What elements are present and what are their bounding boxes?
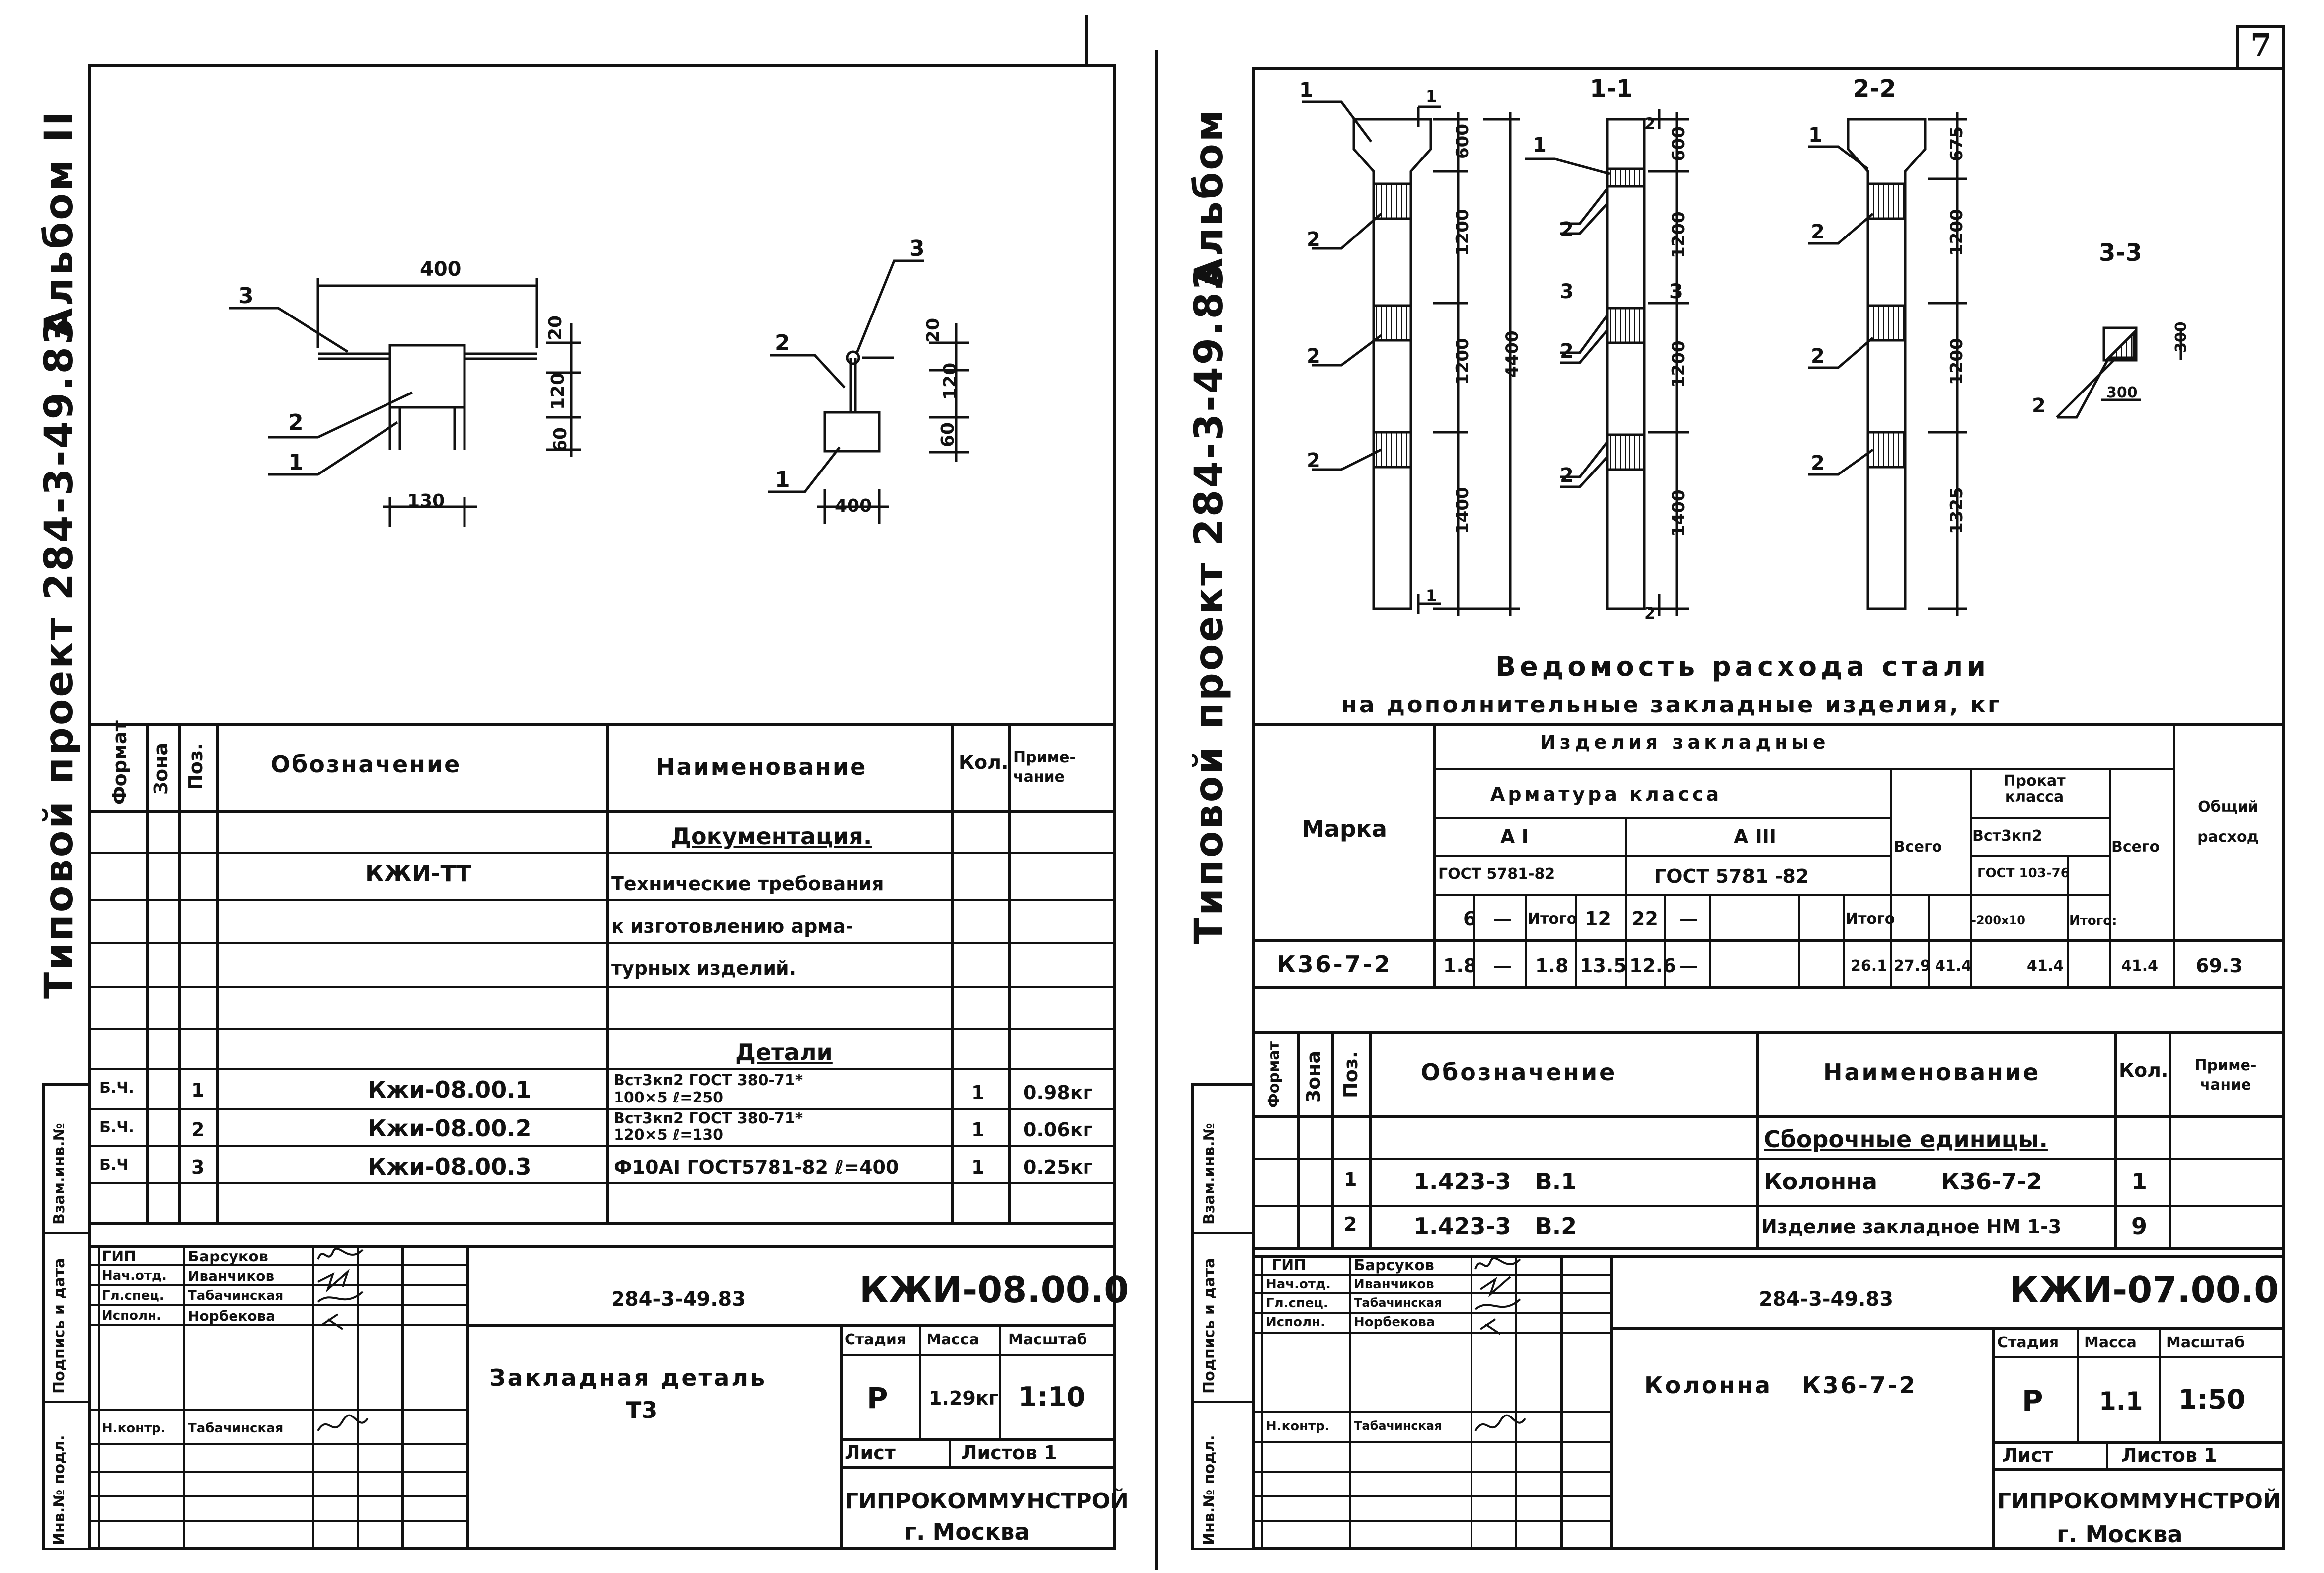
steel-row-mark: К36-7-2 [1277, 951, 1392, 978]
col3-dim-675: 675 [1947, 126, 1967, 161]
right-row-2-qty: 9 [2131, 1213, 2148, 1240]
left-detail-3-note: 0.25кг [1023, 1156, 1093, 1178]
left-detail-1-qty: 1 [971, 1082, 985, 1103]
left-detail-3-designation: Кжи-08.00.3 [368, 1153, 532, 1180]
steel-row-v4: 12.6 [1629, 955, 1676, 977]
left-detail-3-pos: 3 [191, 1156, 205, 1178]
right-name-2: Табачинская [1354, 1296, 1442, 1310]
callout-c10: 2 [1560, 464, 1574, 487]
left-name-3: Норбекова [188, 1308, 276, 1324]
steel-h-items: Изделия закладные [1540, 731, 1830, 753]
steel-title1: Ведомость расхода стали [1495, 651, 1990, 682]
callout-c1: 1 [1299, 79, 1313, 102]
callout-c13: 2 [1811, 345, 1825, 368]
callout-c8: 2 [1560, 340, 1574, 363]
callout-c11: 1 [1808, 124, 1822, 147]
left-h-name: Наименование [656, 753, 867, 780]
right-row-1-pos: 1 [1344, 1169, 1357, 1190]
left-stage-label: Стадия [845, 1331, 907, 1348]
col2-dim-1400: 1400 [1669, 489, 1689, 537]
right-mass: 1.1 [2099, 1387, 2143, 1416]
steel-row-v3: 13.5 [1580, 955, 1627, 977]
steel-sub-8: Итого: [2069, 913, 2117, 928]
right-row-2-name: Изделие закладное НМ 1-3 [1761, 1216, 2062, 1238]
left-detail-3-format: Б.Ч [99, 1156, 129, 1174]
section-3-3: 3-3 [2099, 239, 2142, 267]
right-side-label-replace: Взам.инв.№ [1201, 1123, 1218, 1225]
left-project-code: 284-3-49.83 [611, 1288, 746, 1311]
right-h-note: Приме-чание [2194, 1057, 2257, 1094]
right-row-2-pos: 2 [1344, 1213, 1357, 1235]
col1-dim-1200a: 1200 [1453, 209, 1472, 256]
steel-sub-2: Итого [1528, 910, 1577, 928]
left-detail-1-designation: Кжи-08.00.1 [368, 1076, 532, 1103]
steel-row-v5: — [1679, 955, 1698, 977]
s33-dim-300-v: 300 [2172, 321, 2190, 353]
left-doc-code: КЖИ-08.00.0 [859, 1269, 1129, 1311]
col1-dim-1400: 1400 [1453, 487, 1472, 534]
steel-h-vst: Вст3кп2 [1972, 827, 2042, 845]
left-city: г. Москва [904, 1518, 1030, 1545]
right-sheet-label: Лист [2002, 1444, 2053, 1466]
steel-row-v0: 1.8 [1443, 955, 1477, 977]
left-detail-2-note: 0.06кг [1023, 1119, 1093, 1141]
right-role-1: Нач.отд. [1266, 1277, 1331, 1292]
left-h-pos: Поз. [185, 743, 207, 790]
dim-60-side: 60 [938, 422, 958, 447]
left-detail-2-name2: 120×5 ℓ=130 [614, 1126, 723, 1144]
left-detail-2-format: Б.Ч. [99, 1119, 134, 1136]
steel-h-total: Всего [1894, 838, 1942, 856]
left-h-qty: Кол. [959, 751, 1008, 773]
right-h-name: Наименование [1823, 1059, 2041, 1086]
right-mass-label: Масса [2084, 1334, 2137, 1351]
left-detail-1-pos: 1 [191, 1079, 205, 1101]
left-detail-2-pos: 2 [191, 1119, 205, 1141]
dim-120-side: 120 [940, 362, 961, 400]
right-role-0: ГИП [1272, 1257, 1307, 1274]
col1-dim-600: 600 [1453, 124, 1472, 159]
callout-c12: 2 [1811, 221, 1825, 243]
steel-h-gost3: ГОСТ 103-76 [1977, 866, 2070, 881]
right-stage-label: Стадия [1997, 1334, 2059, 1351]
left-name-5: Табачинская [188, 1421, 284, 1436]
steel-h-gost2: ГОСТ 5781 -82 [1654, 865, 1809, 887]
col3-dim-1325: 1325 [1947, 487, 1967, 534]
left-doc-designation: КЖИ-ТТ [365, 860, 472, 887]
steel-row-v10: 41.4 [2121, 957, 2159, 975]
right-column-drawing [0, 0, 2285, 646]
left-stage: Р [867, 1381, 888, 1415]
callout-2-side: 2 [775, 330, 790, 356]
callout-c6: 2 [1560, 218, 1574, 241]
steel-h-aiii: А III [1734, 826, 1777, 848]
left-role-0: ГИП [102, 1248, 137, 1265]
callout-1-left: 1 [288, 450, 304, 475]
right-signatures [1471, 1255, 1530, 1443]
left-section-docs: Документация. [671, 823, 872, 850]
callout-c2: 2 [1307, 228, 1320, 251]
left-name-2: Табачинская [188, 1288, 284, 1303]
col3-dim-1200a: 1200 [1947, 209, 1967, 256]
left-detail-3-name1: Ф10АI ГОСТ5781-82 ℓ=400 [614, 1156, 899, 1178]
right-row-1-designation: 1.423-3 В.1 [1413, 1168, 1577, 1195]
left-role-3: Исполн. [102, 1308, 161, 1323]
steel-sub-3: 12 [1585, 908, 1611, 930]
dim-130: 130 [407, 491, 445, 511]
s33-dim-300-h: 300 [2106, 384, 2138, 401]
right-scale: 1:50 [2178, 1384, 2246, 1415]
right-h-pos: Поз. [1340, 1051, 1362, 1098]
cut-mark-1b: 1 [1426, 586, 1437, 605]
section-1-1: 1-1 [1590, 75, 1633, 103]
right-role-5: Н.контр. [1266, 1419, 1330, 1434]
section-2-2: 2-2 [1853, 75, 1896, 103]
left-scale-label: Масштаб [1008, 1331, 1087, 1348]
right-role-2: Гл.спец. [1266, 1296, 1328, 1311]
right-h-zone: Зона [1303, 1050, 1324, 1103]
steel-h-gost1: ГОСТ 5781-82 [1438, 865, 1555, 883]
callout-c4: 2 [1307, 449, 1320, 472]
left-scale: 1:10 [1018, 1381, 1085, 1413]
steel-sub-7: -200х10 [1971, 913, 2025, 927]
steel-h-overall: Общий расход [2197, 798, 2259, 846]
col3-dim-1200b: 1200 [1947, 338, 1967, 385]
callout-3-side: 3 [909, 236, 925, 261]
callout-c5: 1 [1533, 134, 1547, 157]
left-title-line1: Закладная деталь [489, 1364, 767, 1391]
steel-h-rolled: Прокат класса [2003, 772, 2066, 806]
page-number: 7 [2250, 27, 2272, 63]
right-side-label-inv: Инв.№ подл. [1201, 1435, 1218, 1545]
steel-sub-0: 6 [1463, 908, 1476, 930]
left-sheet-label: Лист [845, 1442, 896, 1464]
left-h-designation: Обозначение [271, 751, 462, 778]
callout-c9: 3 [1669, 280, 1683, 303]
steel-row-v11: 69.3 [2196, 955, 2243, 977]
left-doc-name-2: к изготовлению арма- [611, 915, 853, 937]
steel-row-v6: 26.1 [1851, 957, 1888, 975]
left-doc-name-1: Технические требования [611, 873, 884, 895]
steel-sub-1: — [1493, 908, 1512, 930]
steel-row-v8: 41.4 [1935, 957, 1972, 975]
left-name-0: Барсуков [188, 1248, 268, 1265]
col1-dim-1200b: 1200 [1453, 338, 1472, 385]
callout-1-side: 1 [775, 467, 790, 492]
left-side-label-inv: Инв.№ подл. [51, 1435, 68, 1545]
right-h-format: Формат [1265, 1041, 1283, 1108]
cut-mark-2b: 2 [1644, 604, 1656, 623]
left-role-5: Н.контр. [102, 1421, 166, 1436]
right-org: ГИПРОКОММУНСТРОЙ [1997, 1489, 2281, 1514]
left-doc-name-3: турных изделий. [611, 957, 797, 979]
right-city: г. Москва [2057, 1521, 2183, 1548]
cut-mark-1a: 1 [1426, 87, 1437, 106]
col2-dim-1200a: 1200 [1669, 211, 1689, 258]
steel-row-v2: 1.8 [1535, 955, 1569, 977]
left-title-line2: Т3 [626, 1397, 658, 1423]
left-section-details: Детали [735, 1039, 833, 1066]
callout-c14: 2 [1811, 452, 1825, 474]
right-side-label-sign: Подпись и дата [1201, 1258, 1218, 1394]
right-name-3: Норбекова [1354, 1315, 1435, 1330]
cut-mark-2a: 2 [1644, 114, 1656, 133]
left-h-note: Приме-чание [1013, 749, 1076, 786]
left-detail-1-name1: Вст3кп2 ГОСТ 380-71* [614, 1072, 803, 1089]
left-detail-2-name1: Вст3кп2 ГОСТ 380-71* [614, 1110, 803, 1127]
steel-h-mark: Марка [1302, 815, 1388, 842]
left-detail-1-name2: 100×5 ℓ=250 [614, 1089, 723, 1106]
dim-20: 20 [545, 315, 566, 340]
right-name-0: Барсуков [1354, 1257, 1434, 1274]
steel-row-v9: 41.4 [2027, 957, 2064, 975]
steel-h-total2: Всего [2111, 838, 2160, 856]
left-detail-1-format: Б.Ч. [99, 1079, 134, 1097]
right-section-assembly: Сборочные единицы. [1764, 1126, 2048, 1153]
callout-c15: 2 [2032, 394, 2046, 417]
callout-c7: 3 [1560, 280, 1574, 303]
left-signatures [313, 1245, 373, 1443]
col1-dim-4400: 4400 [1502, 330, 1522, 378]
left-detail-2-qty: 1 [971, 1119, 985, 1141]
left-h-zone: Зона [150, 742, 172, 795]
steel-sub-5: — [1679, 908, 1698, 930]
steel-title2: на дополнительные закладные изделия, кг [1341, 691, 2002, 718]
right-stage: Р [2022, 1384, 2043, 1417]
right-row-2-designation: 1.423-3 В.2 [1413, 1213, 1577, 1240]
right-project-code: 284-3-49.83 [1759, 1288, 1894, 1311]
steel-sub-4: 22 [1632, 908, 1658, 930]
left-name-1: Иванчиков [188, 1268, 275, 1284]
steel-row-v7: 27.9 [1894, 957, 1931, 975]
left-h-format: Формат [109, 720, 131, 805]
left-role-1: Нач.отд. [102, 1268, 167, 1283]
right-name-1: Иванчиков [1354, 1277, 1434, 1292]
dim-400-side: 400 [835, 496, 872, 516]
right-title: Колонна К36-7-2 [1644, 1372, 1917, 1399]
callout-c3: 2 [1307, 345, 1320, 368]
left-margin-project: Типовой проект 284-3-49.83 [37, 315, 81, 999]
callout-2-left: 2 [288, 410, 304, 435]
steel-sub-6: Итого [1846, 910, 1895, 928]
right-row-1-name: Колонна К36-7-2 [1764, 1168, 2043, 1195]
right-h-designation: Обозначение [1421, 1059, 1617, 1086]
right-margin-album: Альбом [1187, 108, 1232, 288]
right-name-5: Табачинская [1354, 1419, 1442, 1433]
right-role-3: Исполн. [1266, 1315, 1325, 1330]
left-margin-album: Альбом II [37, 109, 81, 338]
dim-400-top: 400 [420, 258, 462, 281]
left-mass-label: Масса [927, 1331, 979, 1348]
col2-dim-600: 600 [1669, 126, 1689, 161]
callout-3-left: 3 [238, 283, 254, 309]
left-detail-1-note: 0.98кг [1023, 1082, 1093, 1103]
left-detail-3-qty: 1 [971, 1156, 985, 1178]
steel-h-rebar: Арматура класса [1490, 784, 1722, 805]
right-row-1-qty: 1 [2131, 1168, 2148, 1195]
right-h-qty: Кол. [2119, 1059, 2169, 1081]
right-sheets-label: Листов 1 [2121, 1444, 2217, 1466]
right-margin-project: Типовой проект 284-3-49.83 [1187, 261, 1232, 944]
steel-h-ai: А I [1500, 826, 1529, 848]
dim-60: 60 [550, 427, 571, 452]
steel-row-v1: — [1493, 955, 1512, 977]
col2-dim-1200b: 1200 [1669, 340, 1689, 388]
left-org: ГИПРОКОММУНСТРОЙ [845, 1489, 1129, 1514]
left-detail-2-designation: Кжи-08.00.2 [368, 1115, 532, 1142]
dim-120: 120 [548, 372, 568, 410]
left-mass: 1.29кг [929, 1387, 999, 1409]
right-doc-code: КЖИ-07.00.0 [2010, 1269, 2279, 1311]
right-scale-label: Масштаб [2166, 1334, 2245, 1351]
left-role-2: Гл.спец. [102, 1288, 164, 1303]
dim-20-side: 20 [923, 317, 943, 343]
left-sheets-label: Листов 1 [961, 1442, 1057, 1464]
left-side-label-sign: Подпись и дата [51, 1258, 68, 1394]
left-side-label-replace: Взам.инв.№ [51, 1123, 68, 1225]
